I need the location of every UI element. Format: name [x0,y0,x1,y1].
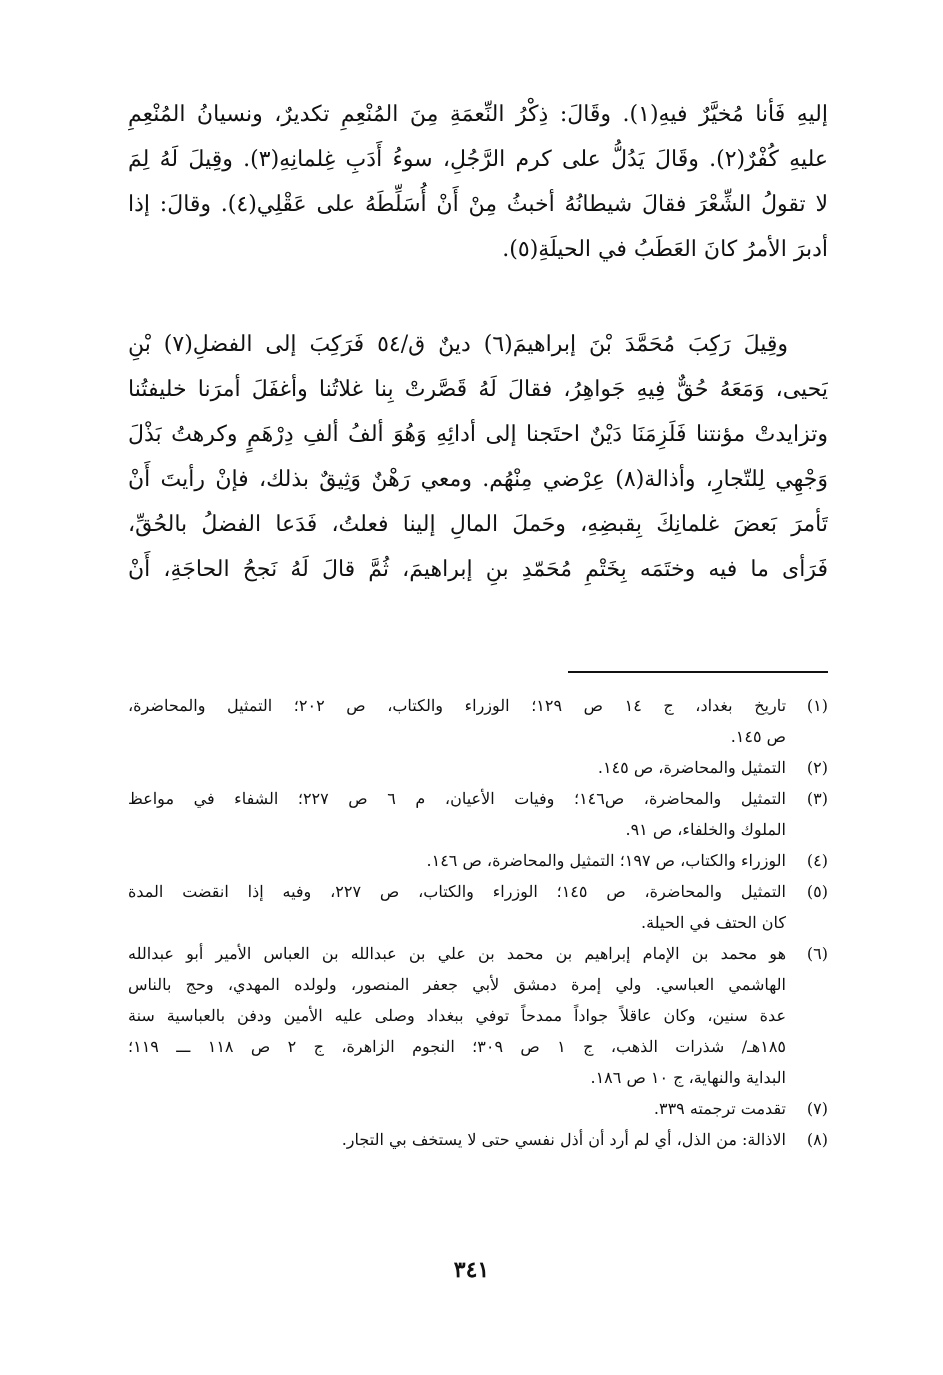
footnote-divider [568,671,828,673]
footnote-5 [128,876,828,938]
footnote-6 [128,938,828,1093]
footnote-2 [128,752,828,783]
footnote-body [128,752,786,783]
footnote-line: التمثيل والمحاضرة، ص ١٤٥؛ الوزراء والكتاب، ص ٢٢٧، وفيه إذا انقضت المدة [128,882,786,901]
footnote-line: التمثيل والمحاضرة، ص١٤٦؛ وفيات الأعيان، م ٦ ص ٢٢٧؛ الشفاء في مواعظ [128,789,786,808]
footnote-line: التمثيل والمحاضرة، ص ١٤٥. [597,758,786,777]
footnote-3 [128,783,828,845]
text-line: إليهِ فَأنا مُخيَّرٌ فيهِ(١). وقَالَ: ذِكْرُ النِّعمَةِ مِنَ المُنْعِمِ تكديرٌ، ونسيانُ المُنْعِمِ [128,102,828,127]
text-line: عليهِ كُفْرٌ(٢). وقَالَ يَدُلُّ على كرم الرَّجُلِ، سوءُ أَدَبِ غِلمانِهِ(٣). وقِيلَ لَهُ لِمَ [128,147,828,172]
footnote-line: كان الحتف في الحيلة. [641,913,786,932]
footnote-line: الملوك والخلفاء، ص ٩١. [625,820,786,839]
footnote-body [128,938,786,1093]
footnote-line: الاذالة: من الذل، أي لم أرد أن أذل نفسي حتى لا يستخف بي التجار. [341,1130,786,1149]
footnote-1 [128,690,828,752]
paragraph-1 [128,92,828,272]
text-line: وتزايدتْ مؤنتنا فَلَزِمَنَا دَيْنٌ احتَجنا إلى أدائِهِ وَهُوَ ألفُ ألفِ دِرْهَمٍ وكرهتُ بَذْلَ [128,422,828,447]
footnote-line: ١٨٥هـ/ شذرات الذهب، ج ١ ص ٣٠٩؛ النجوم الزاهرة، ج ٢ ص ١١٨ ـــ ١١٩؛ [128,1037,786,1056]
footnote-body [128,845,786,876]
footnote-number: (١) [806,696,828,715]
text-line: وقِيلَ رَكِبَ مُحَمَّدَ بْنَ إبراهيمَ(٦) دينٌ ق/٥٤ فَرَكِبَ إلى الفضلِ(٧) بْنِ [128,332,789,357]
text-line: يَحيى، وَمَعَهُ حُقٌّ فِيهِ جَواهِرُ، فقالَ لَهُ قَصَّرتْ بِنا غلاتُنا وأغفَلَ أمرَنا خليفتُنا [128,377,828,402]
footnote-8 [128,1124,828,1155]
page-number: ٣٤١ [453,1257,490,1283]
footnotes-section [128,690,828,1155]
text-line: أدبرَ الأمرُ كانَ العَطَبُ في الحيلَةِ(٥). [502,237,828,262]
paragraph-2 [128,322,828,592]
footnote-number: (٧) [806,1099,828,1118]
footnote-number: (٣) [806,789,828,808]
footnote-body [128,1124,786,1155]
footnote-number: (٥) [806,882,828,901]
footnote-line: البداية والنهاية، ج ١٠ ص ١٨٦. [590,1068,786,1087]
footnote-number: (٨) [806,1130,828,1149]
footnote-line: هو محمد بن الإمام إبراهيم بن محمد بن علي بن عبدالله بن العباس الأمير أبو عبدالله [128,944,786,963]
footnote-line: ص ١٤٥. [730,727,786,746]
footnote-line: الوزراء والكتاب، ص ١٩٧؛ التمثيل والمحاضرة، ص ١٤٦. [426,851,786,870]
footnote-body [128,876,786,938]
footnote-7 [128,1093,828,1124]
footnote-body [128,783,786,845]
footnote-number: (٢) [806,758,828,777]
footnote-number: (٦) [806,944,828,963]
text-line: لا تقولُ الشِّعْرَ فقالَ شيطانُهُ أخبثُ مِنْ أَنْ أُسَلِّطَهُ على عَقْلِي(٤). وقالَ: إذا [128,192,828,217]
text-line: تَأمرَ بَعضَ غلمانِكَ بِقبضِهِ، وحَملَ المالِ إلينا فعلتُ، فَدَعا الفضلُ بالحُقِّ، [128,512,828,537]
footnote-number: (٤) [806,851,828,870]
footnote-body [128,1093,786,1124]
footnote-line: تاريخ بغداد، ج ١٤ ص ١٢٩؛ الوزراء والكتاب، ص ٢٠٢؛ التمثيل والمحاضرة، [128,696,786,715]
footnote-body [128,690,786,752]
footnote-line: تقدمت ترجمته ٣٣٩. [653,1099,786,1118]
footnote-line: عدة سنين، وكان عاقلاً جواداً ممدحاً توفي ببغداد وصلى عليه الأمين ودفن بالعباسية سنة [128,1006,786,1025]
footnote-line: الهاشمي العباسي. ولي إمرة دمشق لأبي جعفر المنصور، ولولده المهدي، وحج بالناس [128,975,786,994]
text-line: فَرَأى ما فيه وختَمَه بِخَتْمِ مُحَمّدِ بنِ إبراهيمَ، ثُمَّ قالَ لَهُ نَجحُ الحاجَةِ، أَنْ [128,557,828,582]
footnote-4 [128,845,828,876]
text-line: وَجْهِي لِلتّجارِ، وأذالة(٨) عِرْضي مِنْهُم. ومعي رَهْنٌ وَثِيقٌ بذلك، فإنْ رأيتَ أَنْ [128,467,828,492]
